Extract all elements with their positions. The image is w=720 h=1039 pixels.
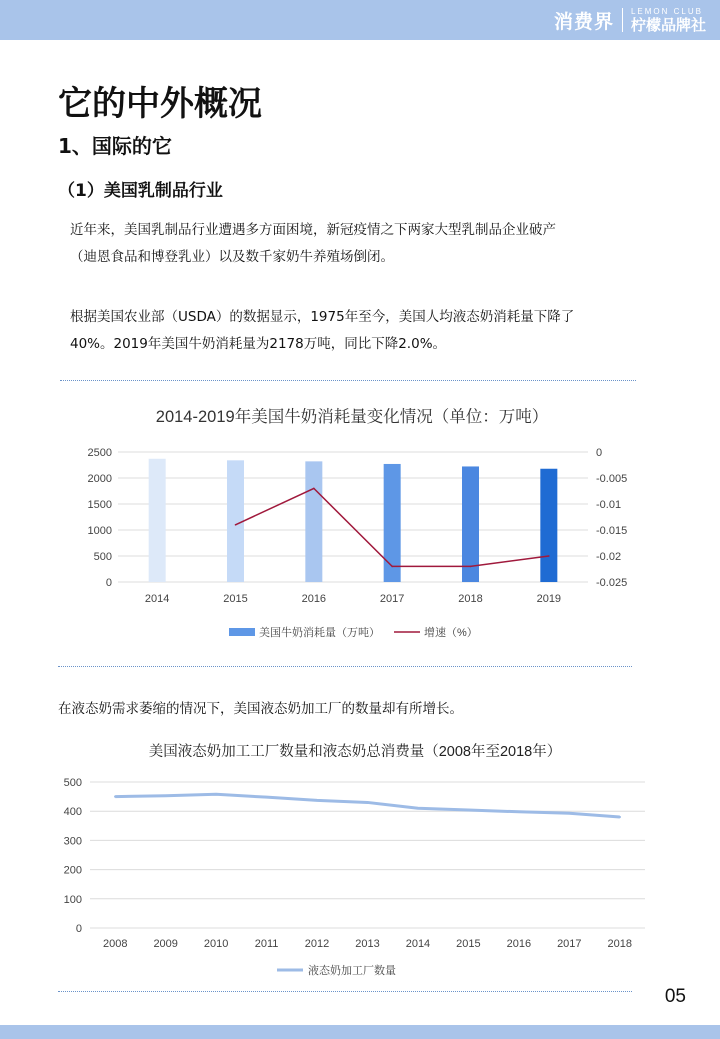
x-tick: 2014	[405, 938, 431, 950]
x-tick: 2014	[144, 593, 170, 605]
usda-line-1: 根据美国农业部（USDA）的数据显示，1975年至今，美国人均液态奶消耗量下降了	[70, 309, 575, 325]
x-tick: 2015	[456, 938, 481, 950]
plants-point	[619, 816, 621, 818]
bar	[227, 460, 244, 582]
plants-point	[366, 801, 368, 803]
brand-logo	[554, 4, 706, 36]
brand-name-en: LEMON CLUB	[630, 6, 703, 16]
bottom-banner	[0, 1025, 720, 1039]
milk-plants-chart	[0, 730, 720, 990]
usda-line-2: 40%。2019年美国牛奶消耗量为2178万吨，同比下降2.0%。	[70, 336, 447, 352]
plants-point	[215, 793, 217, 795]
plants-point	[417, 807, 419, 809]
x-tick: 2010	[203, 938, 229, 950]
x-tick: 2016	[506, 938, 532, 950]
legend-bar-label: 美国牛奶消耗量（万吨）	[259, 627, 380, 639]
bar	[462, 466, 479, 582]
y-tick: 400	[63, 806, 82, 819]
section-heading: 1、国际的它	[58, 134, 172, 158]
y-tick: 0	[75, 923, 82, 935]
page-title: 它的中外概况	[58, 84, 262, 124]
x-tick: 2018	[458, 593, 483, 605]
chart-title: 美国液态奶加工工厂数量和液态奶总消费量（2008年至2018年）	[148, 744, 562, 760]
plants-point	[467, 809, 469, 811]
bar	[305, 461, 322, 582]
plants-point	[316, 799, 318, 801]
brand-name-cn: 消费界	[553, 10, 614, 33]
y-tick-left: 0	[105, 577, 112, 589]
brand-separator	[622, 8, 623, 32]
x-tick: 2011	[254, 938, 279, 950]
growth-point	[391, 566, 393, 568]
milk-consumption-chart	[0, 383, 720, 673]
bar	[384, 464, 401, 582]
divider	[60, 380, 636, 381]
plants-point	[265, 796, 267, 798]
legend-bar-swatch	[229, 628, 255, 636]
growth-point	[235, 524, 237, 526]
y-tick: 200	[63, 864, 82, 877]
x-tick: 2017	[557, 938, 582, 950]
plants-line	[115, 794, 620, 817]
plants-point	[518, 811, 520, 813]
x-tick: 2018	[607, 938, 633, 950]
x-tick: 2019	[536, 593, 562, 605]
y-tick-left: 1500	[87, 499, 112, 511]
divider	[58, 666, 632, 667]
y-tick-right: -0.005	[596, 473, 628, 485]
plants-point	[164, 795, 166, 797]
y-tick-left: 2000	[87, 473, 112, 485]
x-tick: 2015	[223, 593, 248, 605]
y-tick-right: -0.025	[596, 577, 628, 589]
intro-line-2: （迪恩食品和博登乳业）以及数千家奶牛养殖场倒闭。	[70, 249, 394, 265]
y-tick: 500	[63, 777, 82, 789]
usda-paragraph	[70, 304, 670, 358]
y-tick: 300	[63, 835, 82, 848]
y-tick: 100	[63, 893, 82, 906]
y-tick-right: -0.015	[596, 525, 628, 537]
brand-subname: 柠檬品牌社	[630, 15, 706, 34]
growth-point	[313, 488, 315, 490]
plants-point	[568, 812, 570, 814]
growth-point	[470, 566, 472, 568]
x-tick: 2016	[301, 593, 327, 605]
legend-line-label: 增速（%）	[424, 627, 478, 639]
y-tick-left: 1000	[87, 525, 112, 537]
y-tick-left: 2500	[87, 447, 112, 459]
intro-line-1: 近年来，美国乳制品行业遭遇多方面困境，新冠疫情之下两家大型乳制品企业破产	[70, 222, 556, 238]
x-tick: 2017	[379, 593, 405, 605]
legend-label: 液态奶加工厂数量	[308, 965, 396, 977]
x-tick: 2009	[153, 938, 178, 950]
page-number: 05	[664, 986, 686, 1007]
bar	[149, 459, 166, 582]
x-tick: 2012	[304, 938, 330, 950]
bar	[540, 469, 557, 582]
chart-title: 2014-2019年美国牛奶消耗量变化情况（单位：万吨）	[155, 408, 549, 426]
subsection-heading: （1）美国乳制品行业	[58, 181, 223, 201]
y-tick-right: -0.02	[596, 551, 622, 563]
intro-paragraph	[70, 217, 670, 271]
y-tick-left: 500	[93, 551, 112, 563]
plant-growth-sentence: 在液态奶需求萎缩的情况下，美国液态奶加工厂的数量却有所增长。	[58, 701, 463, 717]
y-tick-right: 0	[596, 447, 603, 459]
growth-point	[548, 555, 550, 557]
divider	[58, 991, 632, 992]
plants-point	[114, 795, 116, 797]
x-tick: 2013	[355, 938, 380, 950]
y-tick-right: -0.01	[596, 499, 622, 511]
x-tick: 2008	[102, 938, 128, 950]
